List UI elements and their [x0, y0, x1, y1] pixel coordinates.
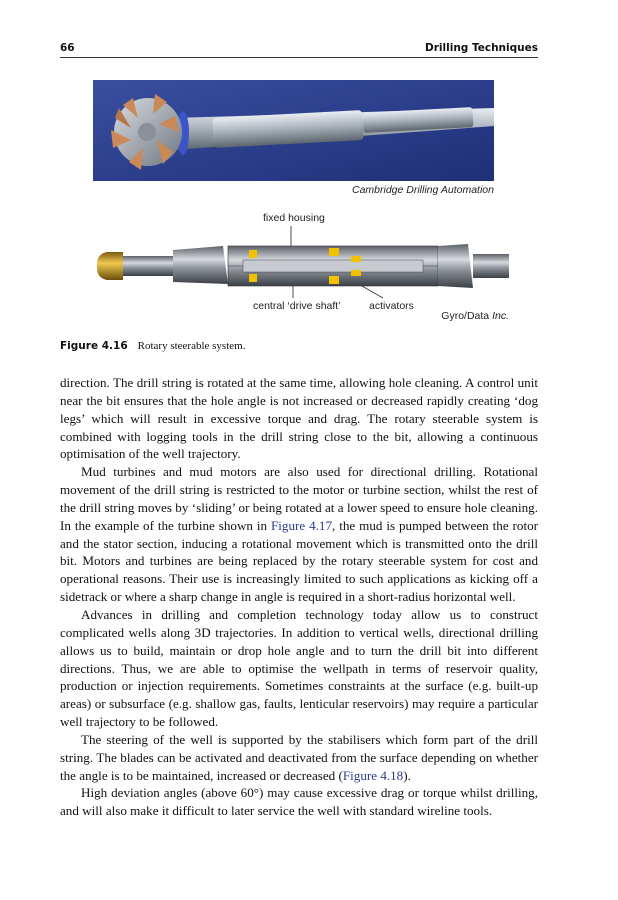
figure-4-17-link[interactable]: Figure 4.17 — [271, 517, 333, 533]
paragraph-3: Advances in drilling and completion technology today allow us to construct complicated wells along 3D trajectories. In addition to vertical wells, directional drilling allows us to build, maintain or drop hole angle and to turn the drill bit into different directions. Thus, we are able to optimise the wellpath in terms of reservoir quality, production or injection requirements. Sometimes constraints at the surface (e.g. built-up areas) or subsurface (e.g. shallow gas, faults, lenticular reservoirs) may require a particular well trajectory to be followed. — [60, 606, 538, 730]
activator — [249, 250, 257, 258]
diagram-drawing — [93, 224, 513, 314]
paragraph-2 — [60, 463, 538, 606]
label-fixed-housing: fixed housing — [263, 212, 325, 224]
diagram-credit-italic: Inc. — [492, 310, 509, 322]
drive-shaft — [243, 260, 423, 272]
paragraph-5: High deviation angles (above 60°) may cause excessive drag or torque whilst drilling, and will also make it difficult to later service the well with standard wireline tools. — [60, 785, 538, 819]
right-stabiliser — [438, 244, 473, 288]
caption-text: Rotary steerable system. — [137, 340, 246, 352]
running-title: Drilling Techniques — [425, 42, 538, 54]
label-activators: activators — [369, 300, 414, 312]
paragraph-2-start: Mud turbines and mud motors are also used for directional drilling. Rotational movement of the drill string is restricted to the motor or turbine section, whilst the rest of the drill string moves by ‘sliding’ or being rotated at a lower speed to ensure hole cleaning. In the example of the turbine shown in — [60, 464, 538, 533]
body-text — [60, 374, 538, 820]
figure-4-18-link[interactable]: Figure 4.18 — [342, 767, 404, 783]
page-number: 66 — [60, 42, 75, 54]
figure-caption — [60, 340, 245, 352]
paragraph-1: direction. The drill string is rotated at the same time, allowing hole cleaning. A control unit near the bit ensures that the hole angle is not increased or decreased rapidly creating ‘dog legs’ which will result in excessive torque and drag. The rotary steerable system is combined with logging tools in the drill string close to the bit, allowing a continuous optimisation of the well trajectory. — [60, 375, 538, 462]
right-sub — [473, 254, 509, 278]
activator — [329, 276, 339, 284]
activator — [351, 270, 361, 276]
caption-label: Figure 4.16 — [60, 340, 128, 352]
photo-credit: Cambridge Drilling Automation — [351, 184, 494, 196]
running-header — [60, 42, 538, 58]
diagram-credit-main: Gyro/Data — [441, 310, 493, 322]
photo-drawing — [93, 80, 494, 181]
paragraph-4-end: ). — [403, 767, 411, 783]
rotary-steerable-diagram — [93, 208, 513, 328]
activator — [351, 256, 361, 262]
paragraph-4-start: The steering of the well is supported by the stabilisers which form part of the drill string. The blades can be activated and deactivated from the surface depending on whether the angle is to be maintained, increased or decreased ( — [60, 731, 538, 783]
paragraph-2-end: , the mud is pumped between the rotor and the stator section, inducing a rotational movement which is transmitted onto the drill bit. Motors and turbines are being replaced by the rotary steerable system for cost and operational reasons. Their use is increasingly limited to such applications as kicking off a sidetrack or where a sharp change in angle is required in a short-radius horizontal well. — [60, 517, 539, 605]
activator — [249, 274, 257, 282]
diagram-credit — [441, 310, 509, 322]
paragraph-4 — [60, 731, 538, 785]
header-rule — [60, 57, 538, 58]
left-stabiliser — [173, 246, 228, 284]
label-drive-shaft: central ‘drive shaft’ — [253, 300, 341, 312]
left-sub — [123, 256, 173, 276]
activator — [329, 248, 339, 256]
rotary-steerable-photo — [93, 80, 494, 181]
diagram-bit — [97, 252, 123, 280]
